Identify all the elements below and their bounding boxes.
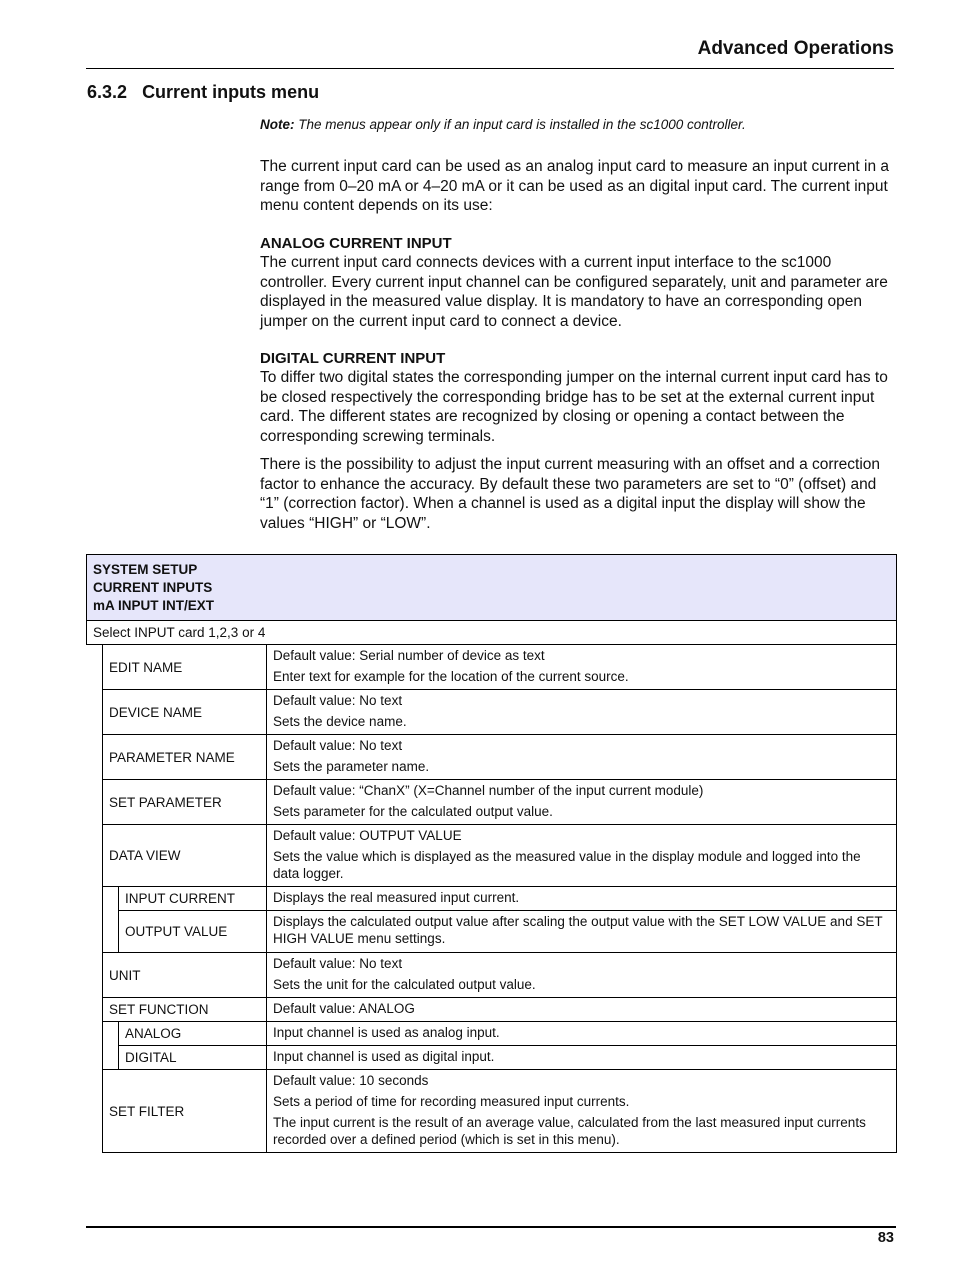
- submenu-indent-line: [102, 1021, 104, 1070]
- desc-line: Sets the unit for the calculated output value.: [273, 977, 536, 992]
- desc-line: Default value: Serial number of device as text: [273, 648, 545, 663]
- submenu-item-label: DIGITAL: [118, 1045, 267, 1070]
- desc-line: Sets the parameter name.: [273, 759, 430, 774]
- desc-line: Enter text for example for the location of the current source.: [273, 669, 629, 684]
- desc-line: The input current is the result of an average value, calculated from the last measured input currents recorded over a defined period (which is set in this menu).: [273, 1115, 866, 1147]
- desc-line: Default value: OUTPUT VALUE: [273, 828, 462, 843]
- menu-item-label: UNIT: [102, 952, 267, 998]
- page-header-title: Advanced Operations: [697, 38, 894, 59]
- intro-paragraph: The current input card can be used as an analog input card to measure an input current in a range from 0–20 mA or 4–20 mA or it can be used as an digital input card. The current input menu content depends on its use:: [260, 158, 889, 214]
- footer-rule: [86, 1226, 896, 1228]
- menu-path-line: CURRENT INPUTS: [93, 580, 213, 595]
- desc-line: Input channel is used as digital input.: [273, 1049, 495, 1064]
- desc-line: Sets the device name.: [273, 714, 407, 729]
- menu-item-description: [266, 997, 897, 1022]
- note-label: Note:: [260, 117, 295, 132]
- menu-item-description: [266, 952, 897, 998]
- menu-item-description: [266, 1021, 897, 1046]
- menu-path-header: [86, 554, 897, 621]
- menu-item-label: DATA VIEW: [102, 824, 267, 887]
- submenu-item-label: ANALOG: [118, 1021, 267, 1046]
- digital-paragraph: To differ two digital states the corresponding jumper on the internal current input card has to be closed respectively the corresponding bridge has to be set at the external current input card. The different states are recognized by closing or opening a contact between the corresponding screwing terminals.: [260, 369, 888, 445]
- menu-item-description: [266, 1069, 897, 1153]
- desc-line: Input channel is used as analog input.: [273, 1025, 500, 1040]
- analog-paragraph: The current input card connects devices with a current input interface to the sc1000 controller. Every current input channel can be configured separately, unit and parameter are displayed in the measured value display. It is mandatory to have an corresponding open jumper on the current input card to connect a device.: [260, 254, 888, 330]
- menu-path-line: mA INPUT INT/EXT: [93, 598, 215, 613]
- submenu-item-label: INPUT CURRENT: [118, 886, 267, 911]
- section-number: 6.3.2: [87, 82, 128, 102]
- desc-line: Default value: 10 seconds: [273, 1073, 429, 1088]
- desc-line: Default value: ANALOG: [273, 1001, 415, 1016]
- analog-heading: ANALOG CURRENT INPUT: [260, 235, 452, 252]
- menu-item-label: PARAMETER NAME: [102, 734, 267, 780]
- submenu-item-label: OUTPUT VALUE: [118, 910, 267, 953]
- desc-line: Sets a period of time for recording measured input currents.: [273, 1094, 630, 1109]
- menu-item-label: DEVICE NAME: [102, 689, 267, 735]
- menu-item-label: SET PARAMETER: [102, 779, 267, 825]
- menu-item-description: [266, 779, 897, 825]
- desc-line: Default value: “ChanX” (X=Channel number of the input current module): [273, 783, 704, 798]
- desc-line: Displays the calculated output value after scaling the output value with the SET LOW VALUE and SET HIGH VALUE menu settings.: [273, 914, 883, 946]
- desc-line: Sets parameter for the calculated output value.: [273, 804, 553, 819]
- menu-item-description: [266, 689, 897, 735]
- select-card-row: Select INPUT card 1,2,3 or 4: [86, 620, 897, 645]
- desc-line: Sets the value which is displayed as the measured value in the display module and logged into the data logger.: [273, 849, 861, 881]
- section-title: Current inputs menu: [142, 82, 320, 102]
- page-number: 83: [877, 1230, 894, 1246]
- menu-item-description: [266, 644, 897, 690]
- menu-item-description: [266, 910, 897, 953]
- menu-item-label: SET FUNCTION: [102, 997, 267, 1022]
- menu-item-description: [266, 734, 897, 780]
- submenu-indent-line: [102, 886, 104, 953]
- menu-item-label: EDIT NAME: [102, 644, 267, 690]
- menu-item-description: [266, 1045, 897, 1070]
- menu-item-description: [266, 886, 897, 911]
- desc-line: Default value: No text: [273, 956, 403, 971]
- offset-paragraph: There is the possibility to adjust the input current measuring with an offset and a correction factor to enhance the accuracy. By default these two parameters are set to “0” (offset) and “1” (correction factor). When a channel is used as a digital input the display will show the values “HIGH” or “LOW”.: [260, 456, 881, 532]
- note-text: The menus appear only if an input card is installed in the sc1000 controller.: [294, 117, 746, 132]
- desc-line: Default value: No text: [273, 693, 403, 708]
- desc-line: Default value: No text: [273, 738, 403, 753]
- digital-heading: DIGITAL CURRENT INPUT: [260, 350, 446, 367]
- menu-item-label: SET FILTER: [102, 1069, 267, 1153]
- menu-path-line: SYSTEM SETUP: [93, 562, 198, 577]
- desc-line: Displays the real measured input current.: [273, 890, 520, 905]
- menu-item-description: [266, 824, 897, 887]
